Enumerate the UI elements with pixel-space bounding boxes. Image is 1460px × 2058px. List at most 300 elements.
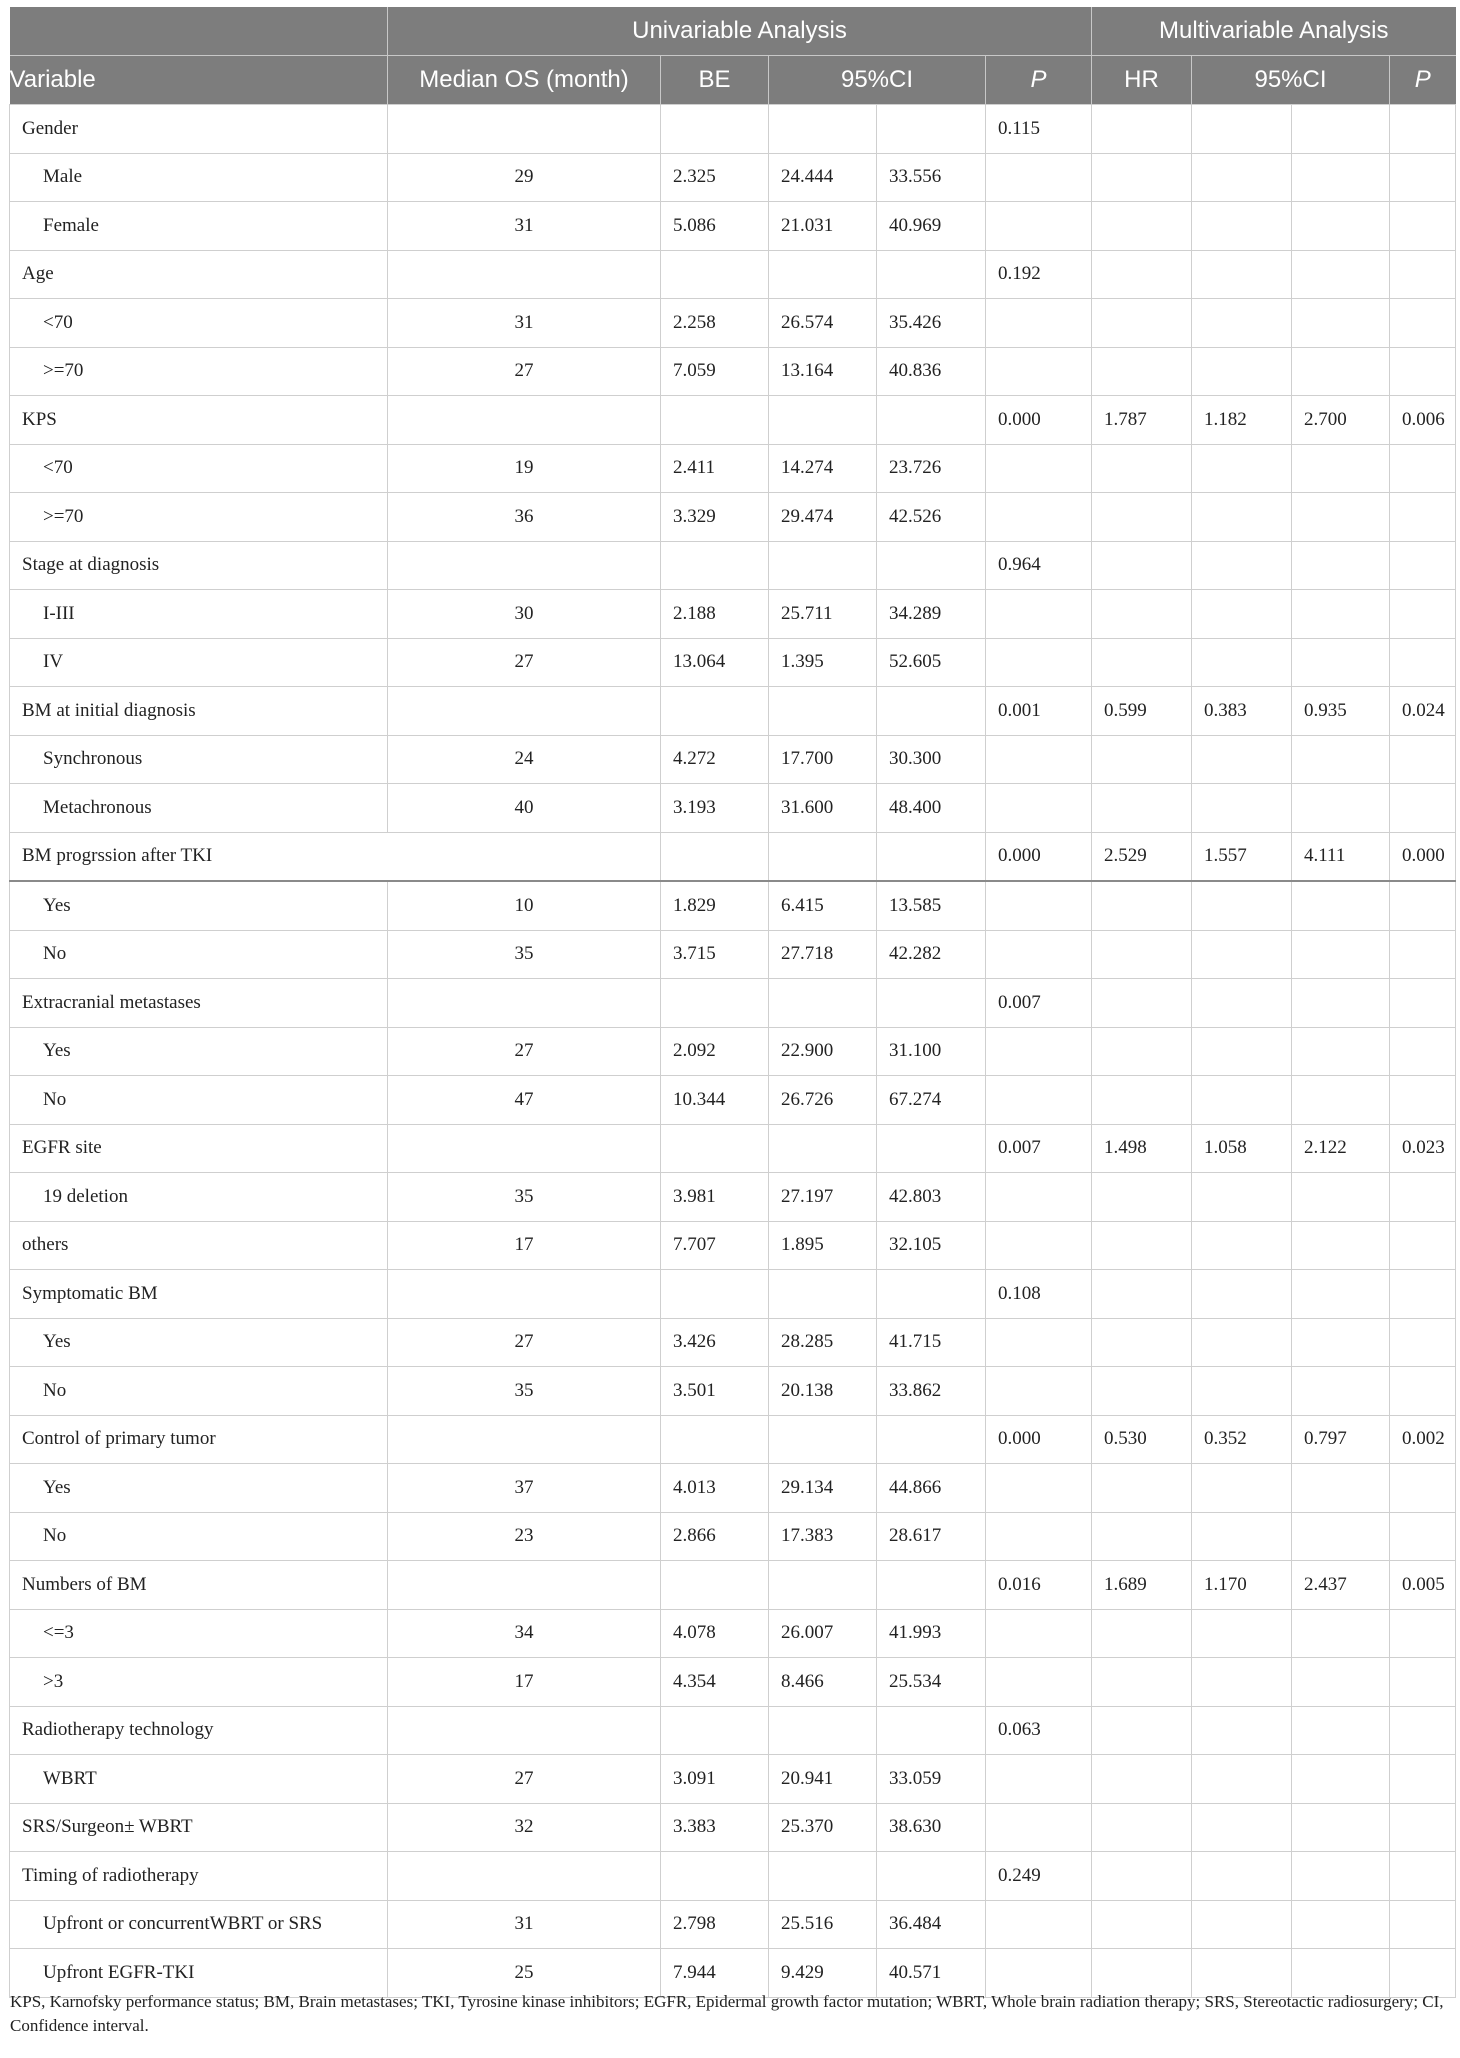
variable-cell: BM progrssion after TKI (10, 832, 661, 881)
mci-hi-cell (1292, 1173, 1390, 1222)
mci-lo-cell: 1.557 (1192, 832, 1292, 881)
ci-hi-cell: 28.617 (877, 1512, 986, 1561)
p-cell (986, 1464, 1092, 1513)
hr-cell (1092, 1658, 1192, 1707)
hr-cell (1092, 1318, 1192, 1367)
table-row (10, 590, 1456, 639)
ci-lo-cell: 6.415 (769, 881, 877, 930)
ci-lo-cell: 26.574 (769, 299, 877, 348)
hr-cell: 1.787 (1092, 396, 1192, 445)
mp-cell (1390, 1318, 1456, 1367)
mci-hi-cell (1292, 1512, 1390, 1561)
be-cell (661, 1706, 769, 1755)
ci-hi-cell: 40.571 (877, 1949, 986, 1998)
p-cell: 0.007 (986, 1124, 1092, 1173)
mci-lo-cell (1192, 444, 1292, 493)
ci-lo-cell: 25.711 (769, 590, 877, 639)
mci-hi-cell: 4.111 (1292, 832, 1390, 881)
mci-lo-cell (1192, 638, 1292, 687)
mci-hi-cell (1292, 299, 1390, 348)
variable-cell: Symptomatic BM (10, 1270, 388, 1319)
variable-cell: EGFR site (10, 1124, 388, 1173)
mci-lo-cell (1192, 1221, 1292, 1270)
os-cell: 40 (388, 784, 661, 833)
os-cell: 24 (388, 735, 661, 784)
mp-cell (1390, 347, 1456, 396)
ci-lo-cell (769, 396, 877, 445)
be-cell: 4.354 (661, 1658, 769, 1707)
mp-cell (1390, 930, 1456, 979)
mp-cell: 0.002 (1390, 1415, 1456, 1464)
os-cell: 27 (388, 1027, 661, 1076)
header-univariable-group: Univariable Analysis (388, 7, 1092, 56)
mci-hi-cell (1292, 1076, 1390, 1125)
mci-lo-cell: 1.182 (1192, 396, 1292, 445)
ci-hi-cell: 40.836 (877, 347, 986, 396)
mp-cell (1390, 1270, 1456, 1319)
be-cell: 4.013 (661, 1464, 769, 1513)
mp-cell (1390, 1464, 1456, 1513)
mp-cell (1390, 250, 1456, 299)
mci-hi-cell (1292, 1900, 1390, 1949)
p-cell (986, 1900, 1092, 1949)
mci-lo-cell (1192, 881, 1292, 930)
ci-hi-cell (877, 105, 986, 154)
os-cell: 23 (388, 1512, 661, 1561)
table-row (10, 250, 1456, 299)
os-cell: 47 (388, 1076, 661, 1125)
ci-lo-cell (769, 1706, 877, 1755)
mci-lo-cell (1192, 250, 1292, 299)
mci-lo-cell: 0.352 (1192, 1415, 1292, 1464)
hr-cell (1092, 1706, 1192, 1755)
mci-lo-cell (1192, 1706, 1292, 1755)
ci-hi-cell: 41.993 (877, 1609, 986, 1658)
table-row (10, 687, 1456, 736)
variable-cell: Control of primary tumor (10, 1415, 388, 1464)
be-cell: 13.064 (661, 638, 769, 687)
ci-hi-cell: 48.400 (877, 784, 986, 833)
hr-cell (1092, 930, 1192, 979)
p-cell (986, 1367, 1092, 1416)
variable-cell: No (10, 930, 388, 979)
mp-cell (1390, 1609, 1456, 1658)
col-p-univariable: P (986, 56, 1092, 105)
os-cell: 27 (388, 1318, 661, 1367)
table-row (10, 1173, 1456, 1222)
col-median-os: Median OS (month) (388, 56, 661, 105)
be-cell: 5.086 (661, 202, 769, 251)
ci-hi-cell (877, 979, 986, 1028)
be-cell: 2.258 (661, 299, 769, 348)
ci-hi-cell: 31.100 (877, 1027, 986, 1076)
be-cell: 2.411 (661, 444, 769, 493)
mci-hi-cell (1292, 347, 1390, 396)
ci-hi-cell: 33.556 (877, 153, 986, 202)
mci-lo-cell (1192, 1367, 1292, 1416)
hr-cell (1092, 105, 1192, 154)
ci-lo-cell (769, 1124, 877, 1173)
os-cell: 31 (388, 299, 661, 348)
mci-lo-cell (1192, 1852, 1292, 1901)
be-cell: 3.426 (661, 1318, 769, 1367)
mci-hi-cell (1292, 1803, 1390, 1852)
be-cell: 1.829 (661, 881, 769, 930)
mp-cell (1390, 881, 1456, 930)
os-cell: 19 (388, 444, 661, 493)
ci-hi-cell: 41.715 (877, 1318, 986, 1367)
ci-hi-cell (877, 1852, 986, 1901)
os-cell: 30 (388, 590, 661, 639)
be-cell: 2.092 (661, 1027, 769, 1076)
header-empty-cell (10, 7, 388, 56)
hr-cell (1092, 250, 1192, 299)
hr-cell: 2.529 (1092, 832, 1192, 881)
table-row (10, 638, 1456, 687)
ci-lo-cell: 17.383 (769, 1512, 877, 1561)
variable-cell: I-III (10, 590, 388, 639)
variable-cell: others (10, 1221, 388, 1270)
be-cell: 2.798 (661, 1900, 769, 1949)
ci-lo-cell (769, 832, 877, 881)
hr-cell (1092, 1900, 1192, 1949)
mci-lo-cell (1192, 1900, 1292, 1949)
mci-hi-cell: 0.935 (1292, 687, 1390, 736)
variable-cell: SRS/Surgeon± WBRT (10, 1803, 388, 1852)
p-cell: 0.063 (986, 1706, 1092, 1755)
os-cell: 27 (388, 347, 661, 396)
mci-hi-cell (1292, 1270, 1390, 1319)
be-cell (661, 979, 769, 1028)
os-cell: 29 (388, 153, 661, 202)
be-cell: 3.383 (661, 1803, 769, 1852)
be-cell: 2.325 (661, 153, 769, 202)
be-cell (661, 687, 769, 736)
os-cell: 35 (388, 1173, 661, 1222)
ci-lo-cell (769, 979, 877, 1028)
ci-hi-cell: 44.866 (877, 1464, 986, 1513)
mci-lo-cell (1192, 202, 1292, 251)
variable-cell: 19 deletion (10, 1173, 388, 1222)
mci-hi-cell (1292, 881, 1390, 930)
mci-lo-cell (1192, 1803, 1292, 1852)
os-cell (388, 396, 661, 445)
os-cell: 35 (388, 1367, 661, 1416)
mp-cell (1390, 1027, 1456, 1076)
table-row (10, 1027, 1456, 1076)
ci-hi-cell (877, 396, 986, 445)
p-cell: 0.000 (986, 832, 1092, 881)
mp-cell: 0.006 (1390, 396, 1456, 445)
ci-hi-cell: 30.300 (877, 735, 986, 784)
os-cell: 37 (388, 1464, 661, 1513)
os-cell: 31 (388, 1900, 661, 1949)
table-row (10, 1706, 1456, 1755)
p-cell: 0.007 (986, 979, 1092, 1028)
table-row (10, 1755, 1456, 1804)
p-cell (986, 299, 1092, 348)
p-cell (986, 881, 1092, 930)
mci-lo-cell (1192, 541, 1292, 590)
mp-cell (1390, 105, 1456, 154)
table-row (10, 735, 1456, 784)
ci-lo-cell (769, 1270, 877, 1319)
ci-hi-cell: 23.726 (877, 444, 986, 493)
hr-cell (1092, 881, 1192, 930)
header-multivariable-group: Multivariable Analysis (1092, 7, 1456, 56)
p-cell (986, 1318, 1092, 1367)
mci-hi-cell (1292, 105, 1390, 154)
hr-cell (1092, 1027, 1192, 1076)
p-cell (986, 638, 1092, 687)
ci-lo-cell: 1.895 (769, 1221, 877, 1270)
variable-cell: BM at initial diagnosis (10, 687, 388, 736)
table-row (10, 493, 1456, 542)
table-row (10, 1415, 1456, 1464)
variable-cell: Age (10, 250, 388, 299)
ci-lo-cell (769, 1561, 877, 1610)
p-cell: 0.000 (986, 1415, 1092, 1464)
ci-lo-cell: 27.718 (769, 930, 877, 979)
p-cell: 0.249 (986, 1852, 1092, 1901)
be-cell (661, 250, 769, 299)
table-row (10, 784, 1456, 833)
mp-cell: 0.023 (1390, 1124, 1456, 1173)
mp-cell (1390, 1512, 1456, 1561)
mp-cell (1390, 1221, 1456, 1270)
table-row (10, 1367, 1456, 1416)
ci-lo-cell: 8.466 (769, 1658, 877, 1707)
ci-hi-cell (877, 1270, 986, 1319)
mci-lo-cell (1192, 979, 1292, 1028)
os-cell: 10 (388, 881, 661, 930)
ci-hi-cell (877, 687, 986, 736)
ci-hi-cell: 34.289 (877, 590, 986, 639)
os-cell (388, 687, 661, 736)
ci-lo-cell (769, 105, 877, 154)
os-cell (388, 250, 661, 299)
be-cell: 3.981 (661, 1173, 769, 1222)
mci-lo-cell (1192, 1318, 1292, 1367)
mci-lo-cell (1192, 1755, 1292, 1804)
mp-cell (1390, 1803, 1456, 1852)
p-cell (986, 1755, 1092, 1804)
ci-hi-cell (877, 541, 986, 590)
hr-cell (1092, 541, 1192, 590)
be-cell (661, 541, 769, 590)
mci-hi-cell (1292, 590, 1390, 639)
ci-hi-cell: 33.862 (877, 1367, 986, 1416)
hr-cell (1092, 1803, 1192, 1852)
variable-cell: KPS (10, 396, 388, 445)
be-cell: 7.707 (661, 1221, 769, 1270)
mci-hi-cell (1292, 1464, 1390, 1513)
table-row (10, 1124, 1456, 1173)
p-cell (986, 1221, 1092, 1270)
mci-lo-cell: 0.383 (1192, 687, 1292, 736)
p-cell: 0.192 (986, 250, 1092, 299)
mp-cell (1390, 638, 1456, 687)
p-cell (986, 444, 1092, 493)
mci-lo-cell (1192, 1173, 1292, 1222)
variable-cell: No (10, 1367, 388, 1416)
col-be: BE (661, 56, 769, 105)
mci-hi-cell (1292, 930, 1390, 979)
table-row (10, 105, 1456, 154)
os-cell (388, 979, 661, 1028)
variable-cell: Male (10, 153, 388, 202)
ci-lo-cell: 25.516 (769, 1900, 877, 1949)
os-cell: 36 (388, 493, 661, 542)
hr-cell (1092, 1852, 1192, 1901)
mci-lo-cell (1192, 1464, 1292, 1513)
ci-hi-cell: 42.282 (877, 930, 986, 979)
mci-hi-cell (1292, 1609, 1390, 1658)
ci-lo-cell: 25.370 (769, 1803, 877, 1852)
table-row (10, 979, 1456, 1028)
p-cell: 0.115 (986, 105, 1092, 154)
os-cell: 27 (388, 638, 661, 687)
variable-cell: Yes (10, 1318, 388, 1367)
hr-cell (1092, 1367, 1192, 1416)
mci-hi-cell (1292, 541, 1390, 590)
be-cell (661, 1852, 769, 1901)
mp-cell (1390, 493, 1456, 542)
mci-lo-cell (1192, 930, 1292, 979)
variable-cell: Metachronous (10, 784, 388, 833)
ci-lo-cell: 26.726 (769, 1076, 877, 1125)
ci-hi-cell: 33.059 (877, 1755, 986, 1804)
mp-cell (1390, 1658, 1456, 1707)
ci-lo-cell: 29.474 (769, 493, 877, 542)
be-cell: 2.188 (661, 590, 769, 639)
col-hr: HR (1092, 56, 1192, 105)
mci-hi-cell (1292, 153, 1390, 202)
be-cell: 3.501 (661, 1367, 769, 1416)
variable-cell: Yes (10, 1464, 388, 1513)
variable-cell: >=70 (10, 347, 388, 396)
mci-hi-cell (1292, 444, 1390, 493)
p-cell: 0.108 (986, 1270, 1092, 1319)
table-row (10, 1464, 1456, 1513)
mci-hi-cell (1292, 202, 1390, 251)
mci-hi-cell (1292, 1027, 1390, 1076)
p-cell: 0.000 (986, 396, 1092, 445)
ci-hi-cell: 52.605 (877, 638, 986, 687)
table-row (10, 1318, 1456, 1367)
be-cell (661, 832, 769, 881)
mp-cell (1390, 444, 1456, 493)
variable-cell: Stage at diagnosis (10, 541, 388, 590)
mci-hi-cell (1292, 735, 1390, 784)
variable-cell: Timing of radiotherapy (10, 1852, 388, 1901)
mp-cell: 0.000 (1390, 832, 1456, 881)
table-row (10, 1803, 1456, 1852)
ci-hi-cell (877, 1706, 986, 1755)
hr-cell (1092, 1270, 1192, 1319)
be-cell: 10.344 (661, 1076, 769, 1125)
p-cell: 0.016 (986, 1561, 1092, 1610)
ci-hi-cell (877, 832, 986, 881)
os-cell (388, 541, 661, 590)
hr-cell (1092, 979, 1192, 1028)
mci-lo-cell (1192, 493, 1292, 542)
table-row (10, 1270, 1456, 1319)
mp-cell: 0.005 (1390, 1561, 1456, 1610)
p-cell (986, 347, 1092, 396)
os-cell (388, 1852, 661, 1901)
table-row (10, 1561, 1456, 1610)
ci-hi-cell: 38.630 (877, 1803, 986, 1852)
ci-hi-cell (877, 1124, 986, 1173)
ci-lo-cell: 1.395 (769, 638, 877, 687)
hr-cell (1092, 153, 1192, 202)
p-cell (986, 590, 1092, 639)
variable-cell: Upfront EGFR-TKI (10, 1949, 388, 1998)
mp-cell (1390, 1367, 1456, 1416)
hr-cell (1092, 347, 1192, 396)
mci-hi-cell (1292, 1755, 1390, 1804)
ci-lo-cell: 17.700 (769, 735, 877, 784)
be-cell: 3.193 (661, 784, 769, 833)
be-cell: 7.944 (661, 1949, 769, 1998)
variable-cell: Gender (10, 105, 388, 154)
mp-cell (1390, 1755, 1456, 1804)
mp-cell (1390, 979, 1456, 1028)
os-cell (388, 1561, 661, 1610)
os-cell: 25 (388, 1949, 661, 1998)
hr-cell: 1.498 (1092, 1124, 1192, 1173)
mci-lo-cell (1192, 1512, 1292, 1561)
table-row (10, 832, 1456, 881)
table-row (10, 396, 1456, 445)
hr-cell (1092, 299, 1192, 348)
p-cell: 0.964 (986, 541, 1092, 590)
be-cell (661, 1124, 769, 1173)
ci-lo-cell: 9.429 (769, 1949, 877, 1998)
os-cell (388, 1706, 661, 1755)
hr-cell: 1.689 (1092, 1561, 1192, 1610)
variable-cell: IV (10, 638, 388, 687)
os-cell (388, 1124, 661, 1173)
mci-hi-cell: 2.122 (1292, 1124, 1390, 1173)
ci-lo-cell: 20.941 (769, 1755, 877, 1804)
ci-lo-cell: 31.600 (769, 784, 877, 833)
hr-cell (1092, 1464, 1192, 1513)
ci-hi-cell: 40.969 (877, 202, 986, 251)
mci-lo-cell (1192, 784, 1292, 833)
variable-cell: >=70 (10, 493, 388, 542)
ci-hi-cell: 25.534 (877, 1658, 986, 1707)
p-cell (986, 493, 1092, 542)
variable-cell: <70 (10, 299, 388, 348)
variable-cell: Extracranial metastases (10, 979, 388, 1028)
be-cell: 7.059 (661, 347, 769, 396)
p-cell (986, 153, 1092, 202)
variable-cell: Radiotherapy technology (10, 1706, 388, 1755)
hr-cell (1092, 1173, 1192, 1222)
p-cell (986, 1076, 1092, 1125)
be-cell: 3.091 (661, 1755, 769, 1804)
variable-cell: Female (10, 202, 388, 251)
table-row (10, 1900, 1456, 1949)
p-cell (986, 1803, 1092, 1852)
ci-lo-cell: 28.285 (769, 1318, 877, 1367)
ci-hi-cell: 42.526 (877, 493, 986, 542)
be-cell (661, 396, 769, 445)
mci-lo-cell: 1.170 (1192, 1561, 1292, 1610)
mci-hi-cell (1292, 1318, 1390, 1367)
